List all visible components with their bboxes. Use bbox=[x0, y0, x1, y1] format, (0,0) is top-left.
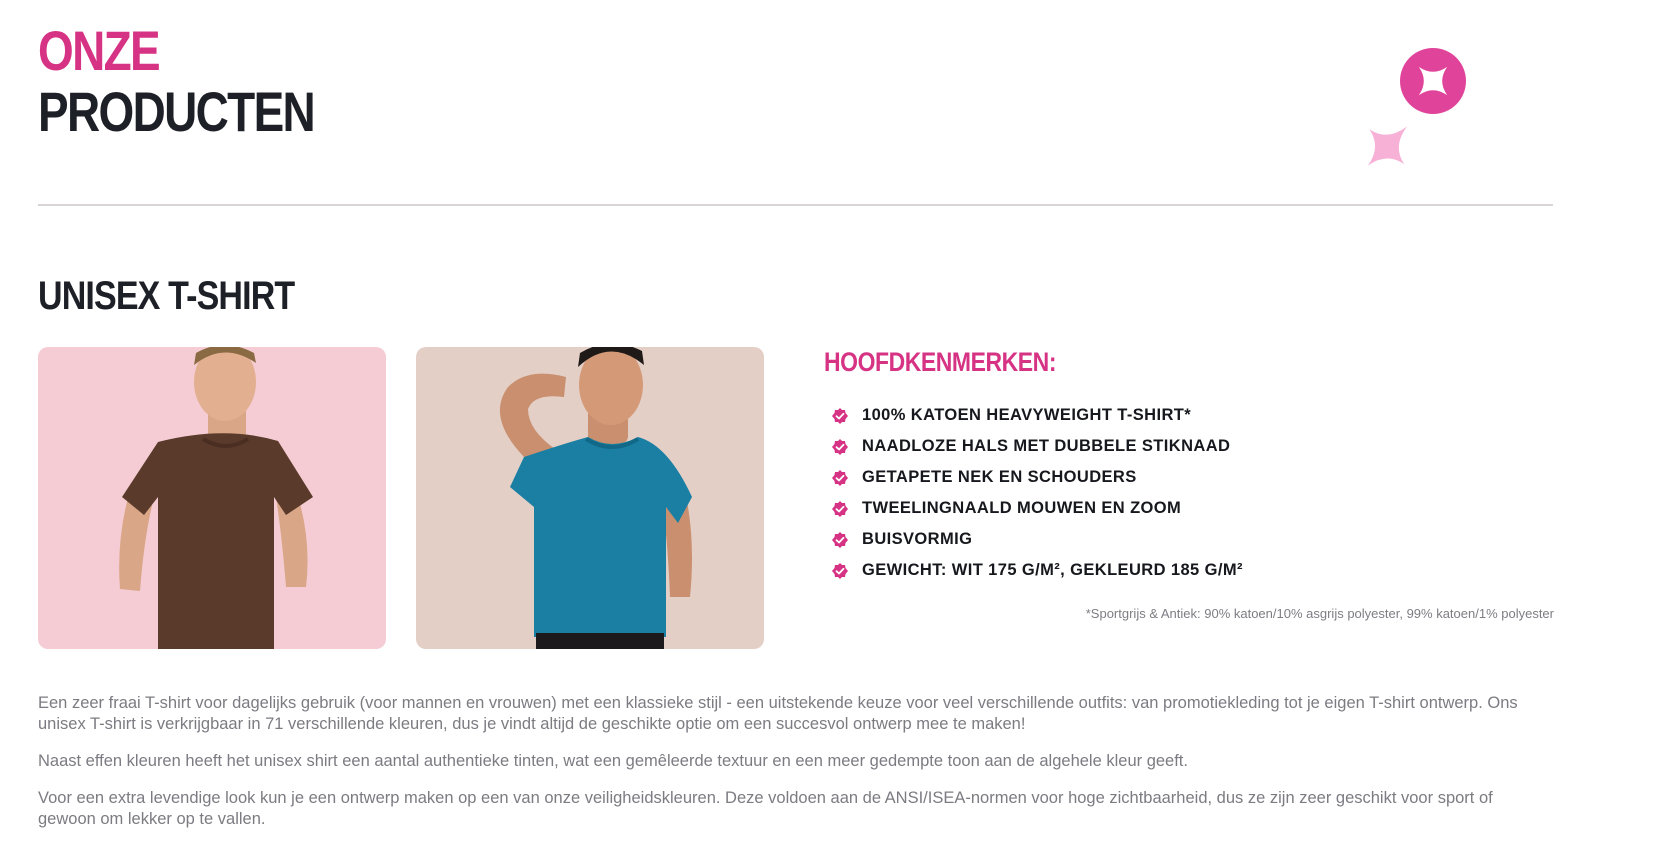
description-paragraph: Voor een extra levendige look kun je een ontwerp maken op een van onze veiligheidskleuren. Deze voldoen aan de ANSI/ISEA-normen voor hoge zichtbaarheid, dus ze zijn zeer geschikt voor sport of gewoon om lekker op te vallen. bbox=[38, 789, 1493, 828]
check-badge-icon bbox=[832, 563, 848, 579]
product-photo-teal bbox=[416, 347, 764, 649]
feature-item bbox=[824, 400, 1554, 431]
feature-label: TWEELINGNAALD MOUWEN EN ZOOM bbox=[862, 499, 1182, 517]
feature-label: 100% KATOEN HEAVYWEIGHT T-SHIRT* bbox=[862, 406, 1192, 424]
sparkle-decoration bbox=[1360, 48, 1490, 178]
section-header bbox=[38, 19, 375, 144]
feature-item bbox=[824, 431, 1554, 462]
product-description bbox=[38, 693, 1538, 843]
features-list bbox=[824, 400, 1554, 586]
page-title-accent: ONZE bbox=[38, 19, 160, 82]
light-pink-sparkle-icon bbox=[1360, 109, 1424, 178]
feature-label: BUISVORMIG bbox=[862, 530, 973, 548]
features-panel bbox=[824, 344, 1554, 621]
product-title: UNISEX T-SHIRT bbox=[38, 274, 295, 318]
check-badge-icon bbox=[832, 408, 848, 424]
features-title: HOOFDKENMERKEN: bbox=[824, 347, 1057, 377]
check-badge-icon bbox=[832, 439, 848, 455]
feature-item bbox=[824, 524, 1554, 555]
feature-item bbox=[824, 555, 1554, 586]
description-paragraph: Een zeer fraai T-shirt voor dagelijks gebruik (voor mannen en vrouwen) met een klassieke stijl - een uitstekende keuze voor veel verschillende outfits: van promotiekleding tot je eigen T-shirt ontwerp. Ons unisex T-shirt is verkrijgbaar in 71 verschillende kleuren, dus je vindt altijd de geschikte optie om een succesvol ontwerp mee te maken! bbox=[38, 694, 1518, 733]
check-badge-icon bbox=[832, 532, 848, 548]
description-paragraph: Naast effen kleuren heeft het unisex shirt een aantal authentieke tinten, wat een gemêleerde textuur en een meer gedempte toon aan de algehele kleur geeft. bbox=[38, 752, 1188, 770]
feature-item bbox=[824, 462, 1554, 493]
check-badge-icon bbox=[832, 470, 848, 486]
feature-item bbox=[824, 493, 1554, 524]
check-badge-icon bbox=[832, 501, 848, 517]
section-divider bbox=[38, 204, 1553, 206]
pink-circle-star-icon bbox=[1400, 48, 1466, 114]
feature-label: GETAPETE NEK EN SCHOUDERS bbox=[862, 468, 1137, 486]
page-title: PRODUCTEN bbox=[38, 80, 315, 143]
feature-label: GEWICHT: WIT 175 G/M², GEKLEURD 185 G/M² bbox=[862, 561, 1243, 579]
feature-label: NAADLOZE HALS MET DUBBELE STIKNAAD bbox=[862, 437, 1231, 455]
product-photo-brown bbox=[38, 347, 386, 649]
features-footnote: *Sportgrijs & Antiek: 90% katoen/10% asgrijs polyester, 99% katoen/1% polyester bbox=[1085, 606, 1554, 621]
